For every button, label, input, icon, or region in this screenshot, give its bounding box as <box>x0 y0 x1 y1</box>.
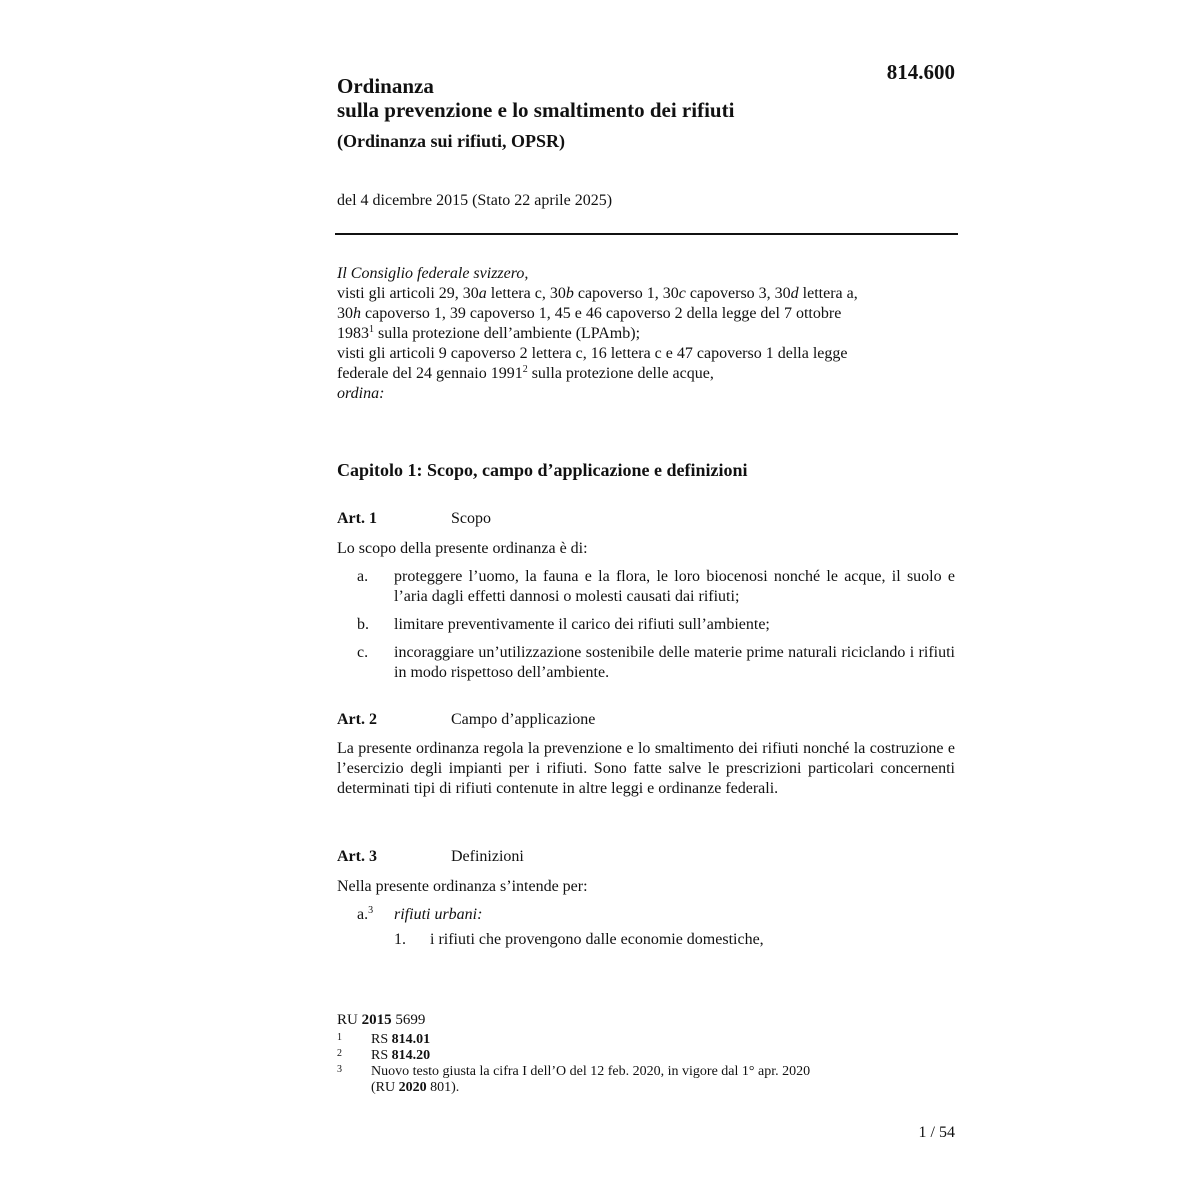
footnote-number: 3 <box>337 1064 342 1075</box>
document-date: del 4 dicembre 2015 (Stato 22 aprile 2025) <box>337 192 613 209</box>
article-2-text: La presente ordinanza regola la prevenzione e lo smaltimento dei rifiuti nonché la costruzione e l’esercizio degli impianti per i rifiuti. Sono fatte salve le prescrizioni particolari concernenti determinati tipi di rifiuti contenute in altre leggi e ordinanze federali. <box>337 740 955 797</box>
official-compilation-ref: RU 2015 5699 <box>337 1012 426 1028</box>
list-item <box>357 615 955 635</box>
header-divider <box>335 233 958 235</box>
chapter-1-heading: Capitolo 1: Scopo, campo d’applicazione e definizioni <box>337 460 748 480</box>
list-item <box>357 567 955 607</box>
list-text: incoraggiare un’utilizzazione sostenibile delle materie prime naturali riciclando i rifiuti in modo rispettoso dell’ambiente. <box>394 644 955 681</box>
article-1-heading <box>337 510 491 528</box>
title-line-1: Ordinanza <box>337 74 434 98</box>
preamble-line-1: visti gli articoli 29, 30a lettera c, 30b capoverso 1, 30c capoverso 3, 30d lettera a, <box>337 285 858 302</box>
definition-item-a: a.$^3$ <box>357 905 374 923</box>
footnote-ref-1[interactable]: 1 <box>369 324 374 335</box>
article-title: Campo d’applicazione <box>451 711 596 728</box>
list-letter: a. <box>357 568 369 585</box>
article-3-intro: Nella presente ordinanza s’intende per: <box>337 878 588 895</box>
article-number: Art. 1 <box>337 510 377 527</box>
definition-subitem-number: 1. <box>394 931 406 948</box>
footnote-1: 1 RS 814.01 <box>337 1032 431 1047</box>
article-number: Art. 3 <box>337 848 377 865</box>
definition-subitem-text: i rifiuti che provengono dalle economie domestiche, <box>430 931 764 948</box>
article-3-heading <box>337 848 524 866</box>
footnote-ref-3[interactable]: 3 <box>368 905 374 916</box>
preamble-line-5: federale del 24 gennaio 1991$^2$ sulla protezione delle acque, <box>337 364 714 382</box>
article-2-heading <box>337 711 595 729</box>
preamble-line-3: 1983$^1$ sulla protezione dell’ambiente (LPAmb); <box>337 324 641 342</box>
footnote-number: 2 <box>337 1048 342 1059</box>
list-letter: c. <box>357 644 369 661</box>
footnote-number: 1 <box>337 1032 342 1043</box>
preamble <box>337 264 957 404</box>
definition-term: rifiuti urbani: <box>394 906 483 923</box>
list-item <box>357 643 955 683</box>
list-text: limitare preventivamente il carico dei rifiuti sull’ambiente; <box>394 616 770 633</box>
article-title: Scopo <box>451 510 491 527</box>
list-letter: b. <box>357 616 369 633</box>
preamble-line-4: visti gli articoli 9 capoverso 2 lettera c, 16 lettera c e 47 capoverso 1 della legge <box>337 345 848 362</box>
page-number: 1 / 54 <box>918 1124 955 1141</box>
preamble-decree: ordina: <box>337 385 385 402</box>
list-text: proteggere l’uomo, la fauna e la flora, le loro biocenosi nonché le acque, il suolo e l’aria dagli effetti dannosi o molesti causati dai rifiuti; <box>394 568 955 605</box>
article-title: Definizioni <box>451 848 524 865</box>
article-number: Art. 2 <box>337 711 377 728</box>
sr-number: 814.600 <box>886 60 955 84</box>
footnote-2: 2 RS 814.20 <box>337 1048 431 1063</box>
article-1-intro: Lo scopo della presente ordinanza è di: <box>337 540 588 557</box>
title-line-2: sulla prevenzione e lo smaltimento dei rifiuti <box>337 98 735 122</box>
footnote-3: 3 Nuovo testo giusta la cifra I dell’O del 12 feb. 2020, in vigore dal 1° apr. 2020 (RU 2020 801). <box>337 1064 811 1095</box>
title-short: (Ordinanza sui rifiuti, OPSR) <box>337 131 566 151</box>
preamble-authority: Il Consiglio federale svizzero, <box>337 265 529 282</box>
preamble-line-2: 30h capoverso 1, 39 capoverso 1, 45 e 46 capoverso 2 della legge del 7 ottobre <box>337 305 842 322</box>
footnote-ref-2[interactable]: 2 <box>522 364 528 375</box>
